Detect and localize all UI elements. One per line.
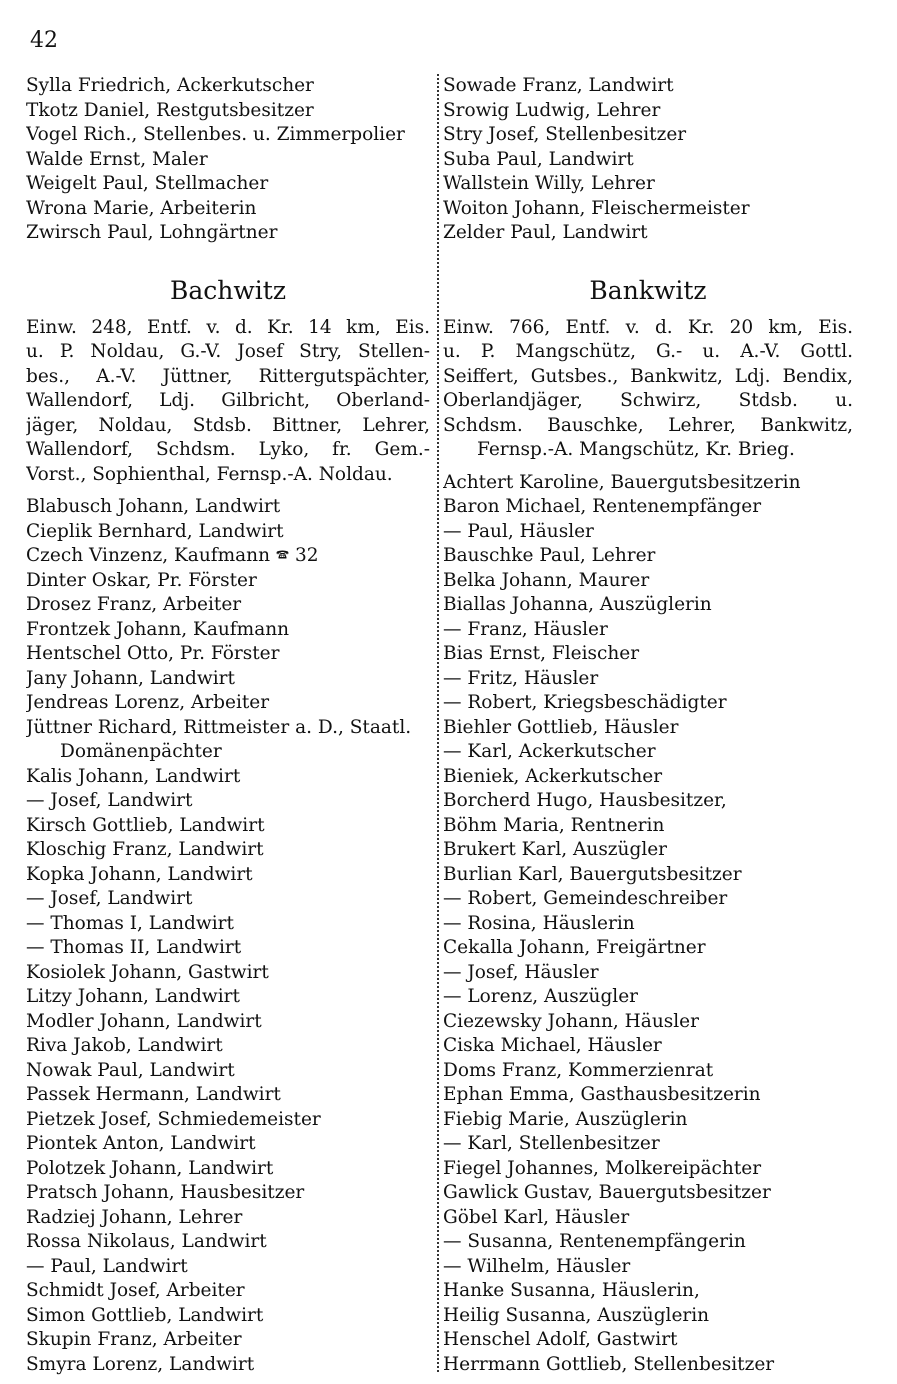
directory-entry: — Susanna, Rentenempfängerin <box>443 1231 746 1252</box>
village-heading-bachwitz: Bachwitz <box>170 275 286 305</box>
directory-entry: — Thomas II, Landwirt <box>26 937 242 958</box>
directory-entry: — Lorenz, Auszügler <box>443 986 638 1007</box>
directory-entry: Jüttner Richard, Rittmeister a. D., Staatl. <box>26 716 412 738</box>
info-line: Wallendorf, Schdsm. Lyko, fr. Gem.- <box>26 439 430 460</box>
info-line: Einw. 766, Entf. v. d. Kr. 20 km, Eis. <box>443 316 853 338</box>
directory-entry: — Robert, Kriegsbeschädigter <box>443 692 727 713</box>
info-line: u. P. Mangschütz, G.- u. A.-V. Gottl. <box>443 341 853 362</box>
page-number: 42 <box>30 28 58 53</box>
directory-entry: Suba Paul, Landwirt <box>443 148 634 170</box>
village-heading-bankwitz: Bankwitz <box>589 275 707 305</box>
directory-entry: Polotzek Johann, Landwirt <box>26 1157 274 1179</box>
directory-entry: Pietzek Josef, Schmiedemeister <box>26 1108 321 1130</box>
directory-entry: Litzy Johann, Landwirt <box>26 986 240 1007</box>
directory-entry: Czech Vinzenz, Kaufmann 🕿 32 <box>26 545 319 566</box>
info-line: Wallendorf, Ldj. Gilbricht, Oberland- <box>26 390 430 411</box>
directory-entry: Hanke Susanna, Häuslerin, <box>443 1280 700 1301</box>
directory-entry: Fiegel Johannes, Molkereipächter <box>443 1157 762 1179</box>
directory-entry: Pratsch Johann, Hausbesitzer <box>26 1182 305 1203</box>
info-line: bes., A.-V. Jüttner, Rittergutspächter, <box>26 365 430 387</box>
directory-entry: Kirsch Gottlieb, Landwirt <box>26 814 265 836</box>
directory-entry: Smyra Lorenz, Landwirt <box>26 1353 255 1375</box>
directory-entry: Sowade Franz, Landwirt <box>443 75 674 96</box>
directory-entry: Brukert Karl, Auszügler <box>443 839 668 860</box>
directory-entry: Jany Johann, Landwirt <box>26 667 235 689</box>
directory-entry: Ciezewsky Johann, Häusler <box>443 1010 699 1032</box>
directory-entry: Schmidt Josef, Arbeiter <box>26 1280 245 1301</box>
directory-entry: — Thomas I, Landwirt <box>26 912 234 934</box>
directory-entry: — Josef, Häusler <box>443 961 599 983</box>
directory-entry: — Karl, Ackerkutscher <box>443 741 656 762</box>
directory-entry: Henschel Adolf, Gastwirt <box>443 1329 678 1350</box>
directory-entry: Kloschig Franz, Landwirt <box>26 839 264 860</box>
directory-entry: Simon Gottlieb, Landwirt <box>26 1304 264 1326</box>
directory-entry: Kalis Johann, Landwirt <box>26 765 241 787</box>
directory-entry: Srowig Ludwig, Lehrer <box>443 99 661 121</box>
directory-entry: Zelder Paul, Landwirt <box>443 222 648 243</box>
column-divider <box>437 74 439 1372</box>
left-column <box>26 74 430 1377</box>
directory-entry: — Robert, Gemeindeschreiber <box>443 888 728 909</box>
directory-entry: Skupin Franz, Arbeiter <box>26 1329 242 1350</box>
info-line: Oberlandjäger, Schwirz, Stdsb. u. <box>443 390 853 411</box>
directory-entry: Doms Franz, Kommerzienrat <box>443 1059 714 1081</box>
directory-entry: Herrmann Gottlieb, Stellenbesitzer <box>443 1353 775 1375</box>
directory-entry: Böhm Maria, Rentnerin <box>443 814 665 836</box>
directory-entry: Ciska Michael, Häusler <box>443 1035 662 1056</box>
directory-entry: Kopka Johann, Landwirt <box>26 863 253 885</box>
directory-entry: Borcherd Hugo, Hausbesitzer, <box>443 790 727 811</box>
directory-entry: Wallstein Willy, Lehrer <box>443 173 655 194</box>
directory-entry: — Paul, Häusler <box>443 520 594 542</box>
info-line: Seiffert, Gutsbes., Bankwitz, Ldj. Bendix, <box>443 365 853 387</box>
directory-entry: Göbel Karl, Häusler <box>443 1206 630 1228</box>
info-line: Einw. 248, Entf. v. d. Kr. 14 km, Eis. <box>26 316 430 338</box>
directory-entry: Biallas Johanna, Auszüglerin <box>443 594 712 615</box>
directory-entry: Heilig Susanna, Auszüglerin <box>443 1304 710 1326</box>
left-top-entries <box>26 74 430 246</box>
info-line: jäger, Noldau, Stdsb. Bittner, Lehrer, <box>26 414 430 436</box>
info-line: Vorst., Sophienthal, Fernsp.-A. Noldau. <box>26 463 393 485</box>
directory-entry: Bieniek, Ackerkutscher <box>443 765 663 787</box>
directory-entry: Cekalla Johann, Freigärtner <box>443 937 706 958</box>
village-info-bachwitz <box>26 316 430 488</box>
directory-entry: Piontek Anton, Landwirt <box>26 1133 256 1154</box>
directory-entry: Vogel Rich., Stellenbes. u. Zimmerpolier <box>26 124 405 145</box>
directory-entry: Fiebig Marie, Auszüglerin <box>443 1108 688 1130</box>
directory-entry: Tkotz Daniel, Restgutsbesitzer <box>26 99 314 121</box>
directory-entry: Riva Jakob, Landwirt <box>26 1035 223 1056</box>
directory-entry: — Wilhelm, Häusler <box>443 1255 631 1277</box>
directory-entry: Weigelt Paul, Stellmacher <box>26 173 269 194</box>
left-resident-list <box>26 495 430 1377</box>
info-line: Fernsp.-A. Mangschütz, Kr. Brieg. <box>477 439 795 460</box>
right-resident-list <box>443 471 853 1378</box>
directory-entry: — Josef, Landwirt <box>26 888 193 909</box>
directory-entry: Bias Ernst, Fleischer <box>443 643 640 664</box>
directory-entry: Rossa Nikolaus, Landwirt <box>26 1231 267 1252</box>
directory-entry: Modler Johann, Landwirt <box>26 1010 262 1032</box>
directory-entry: Woiton Johann, Fleischermeister <box>443 197 750 219</box>
directory-entry: Belka Johann, Maurer <box>443 569 650 591</box>
directory-entry: Domänenpächter <box>60 741 222 762</box>
directory-entry: Dinter Oskar, Pr. Förster <box>26 569 257 591</box>
directory-entry: — Rosina, Häuslerin <box>443 912 635 934</box>
directory-entry: Biehler Gottlieb, Häusler <box>443 716 679 738</box>
directory-entry: Cieplik Bernhard, Landwirt <box>26 520 284 542</box>
directory-entry: — Franz, Häusler <box>443 618 608 640</box>
directory-entry: Passek Hermann, Landwirt <box>26 1084 281 1105</box>
directory-entry: Drosez Franz, Arbeiter <box>26 594 242 615</box>
info-line: u. P. Noldau, G.-V. Josef Stry, Stellen- <box>26 341 430 362</box>
directory-entry: — Fritz, Häusler <box>443 667 599 689</box>
directory-entry: Burlian Karl, Bauergutsbesitzer <box>443 863 742 885</box>
directory-entry: — Paul, Landwirt <box>26 1255 188 1277</box>
directory-entry: Hentschel Otto, Pr. Förster <box>26 643 280 664</box>
directory-entry: Kosiolek Johann, Gastwirt <box>26 961 269 983</box>
directory-entry: Frontzek Johann, Kaufmann <box>26 618 290 640</box>
directory-entry: Walde Ernst, Maler <box>26 148 208 170</box>
directory-entry: Achtert Karoline, Bauergutsbesitzerin <box>443 471 801 493</box>
directory-entry: Blabusch Johann, Landwirt <box>26 496 281 517</box>
directory-entry: Stry Josef, Stellenbesitzer <box>443 124 687 145</box>
directory-entry: Wrona Marie, Arbeiterin <box>26 197 257 219</box>
right-column <box>443 74 853 1377</box>
directory-entry: Zwirsch Paul, Lohngärtner <box>26 222 278 243</box>
directory-entry: — Josef, Landwirt <box>26 790 193 811</box>
directory-entry: Radziej Johann, Lehrer <box>26 1206 243 1228</box>
directory-entry: Sylla Friedrich, Ackerkutscher <box>26 75 314 96</box>
directory-entry: Baron Michael, Rentenempfänger <box>443 496 762 517</box>
info-line: Schdsm. Bauschke, Lehrer, Bankwitz, <box>443 414 853 436</box>
directory-entry: Gawlick Gustav, Bauergutsbesitzer <box>443 1182 771 1203</box>
directory-entry: Ephan Emma, Gasthausbesitzerin <box>443 1084 761 1105</box>
right-top-entries <box>443 74 853 246</box>
village-info-bankwitz <box>443 316 853 463</box>
directory-entry: — Karl, Stellenbesitzer <box>443 1133 660 1154</box>
directory-entry: Nowak Paul, Landwirt <box>26 1059 235 1081</box>
directory-entry: Jendreas Lorenz, Arbeiter <box>26 692 270 713</box>
directory-entry: Bauschke Paul, Lehrer <box>443 545 656 566</box>
